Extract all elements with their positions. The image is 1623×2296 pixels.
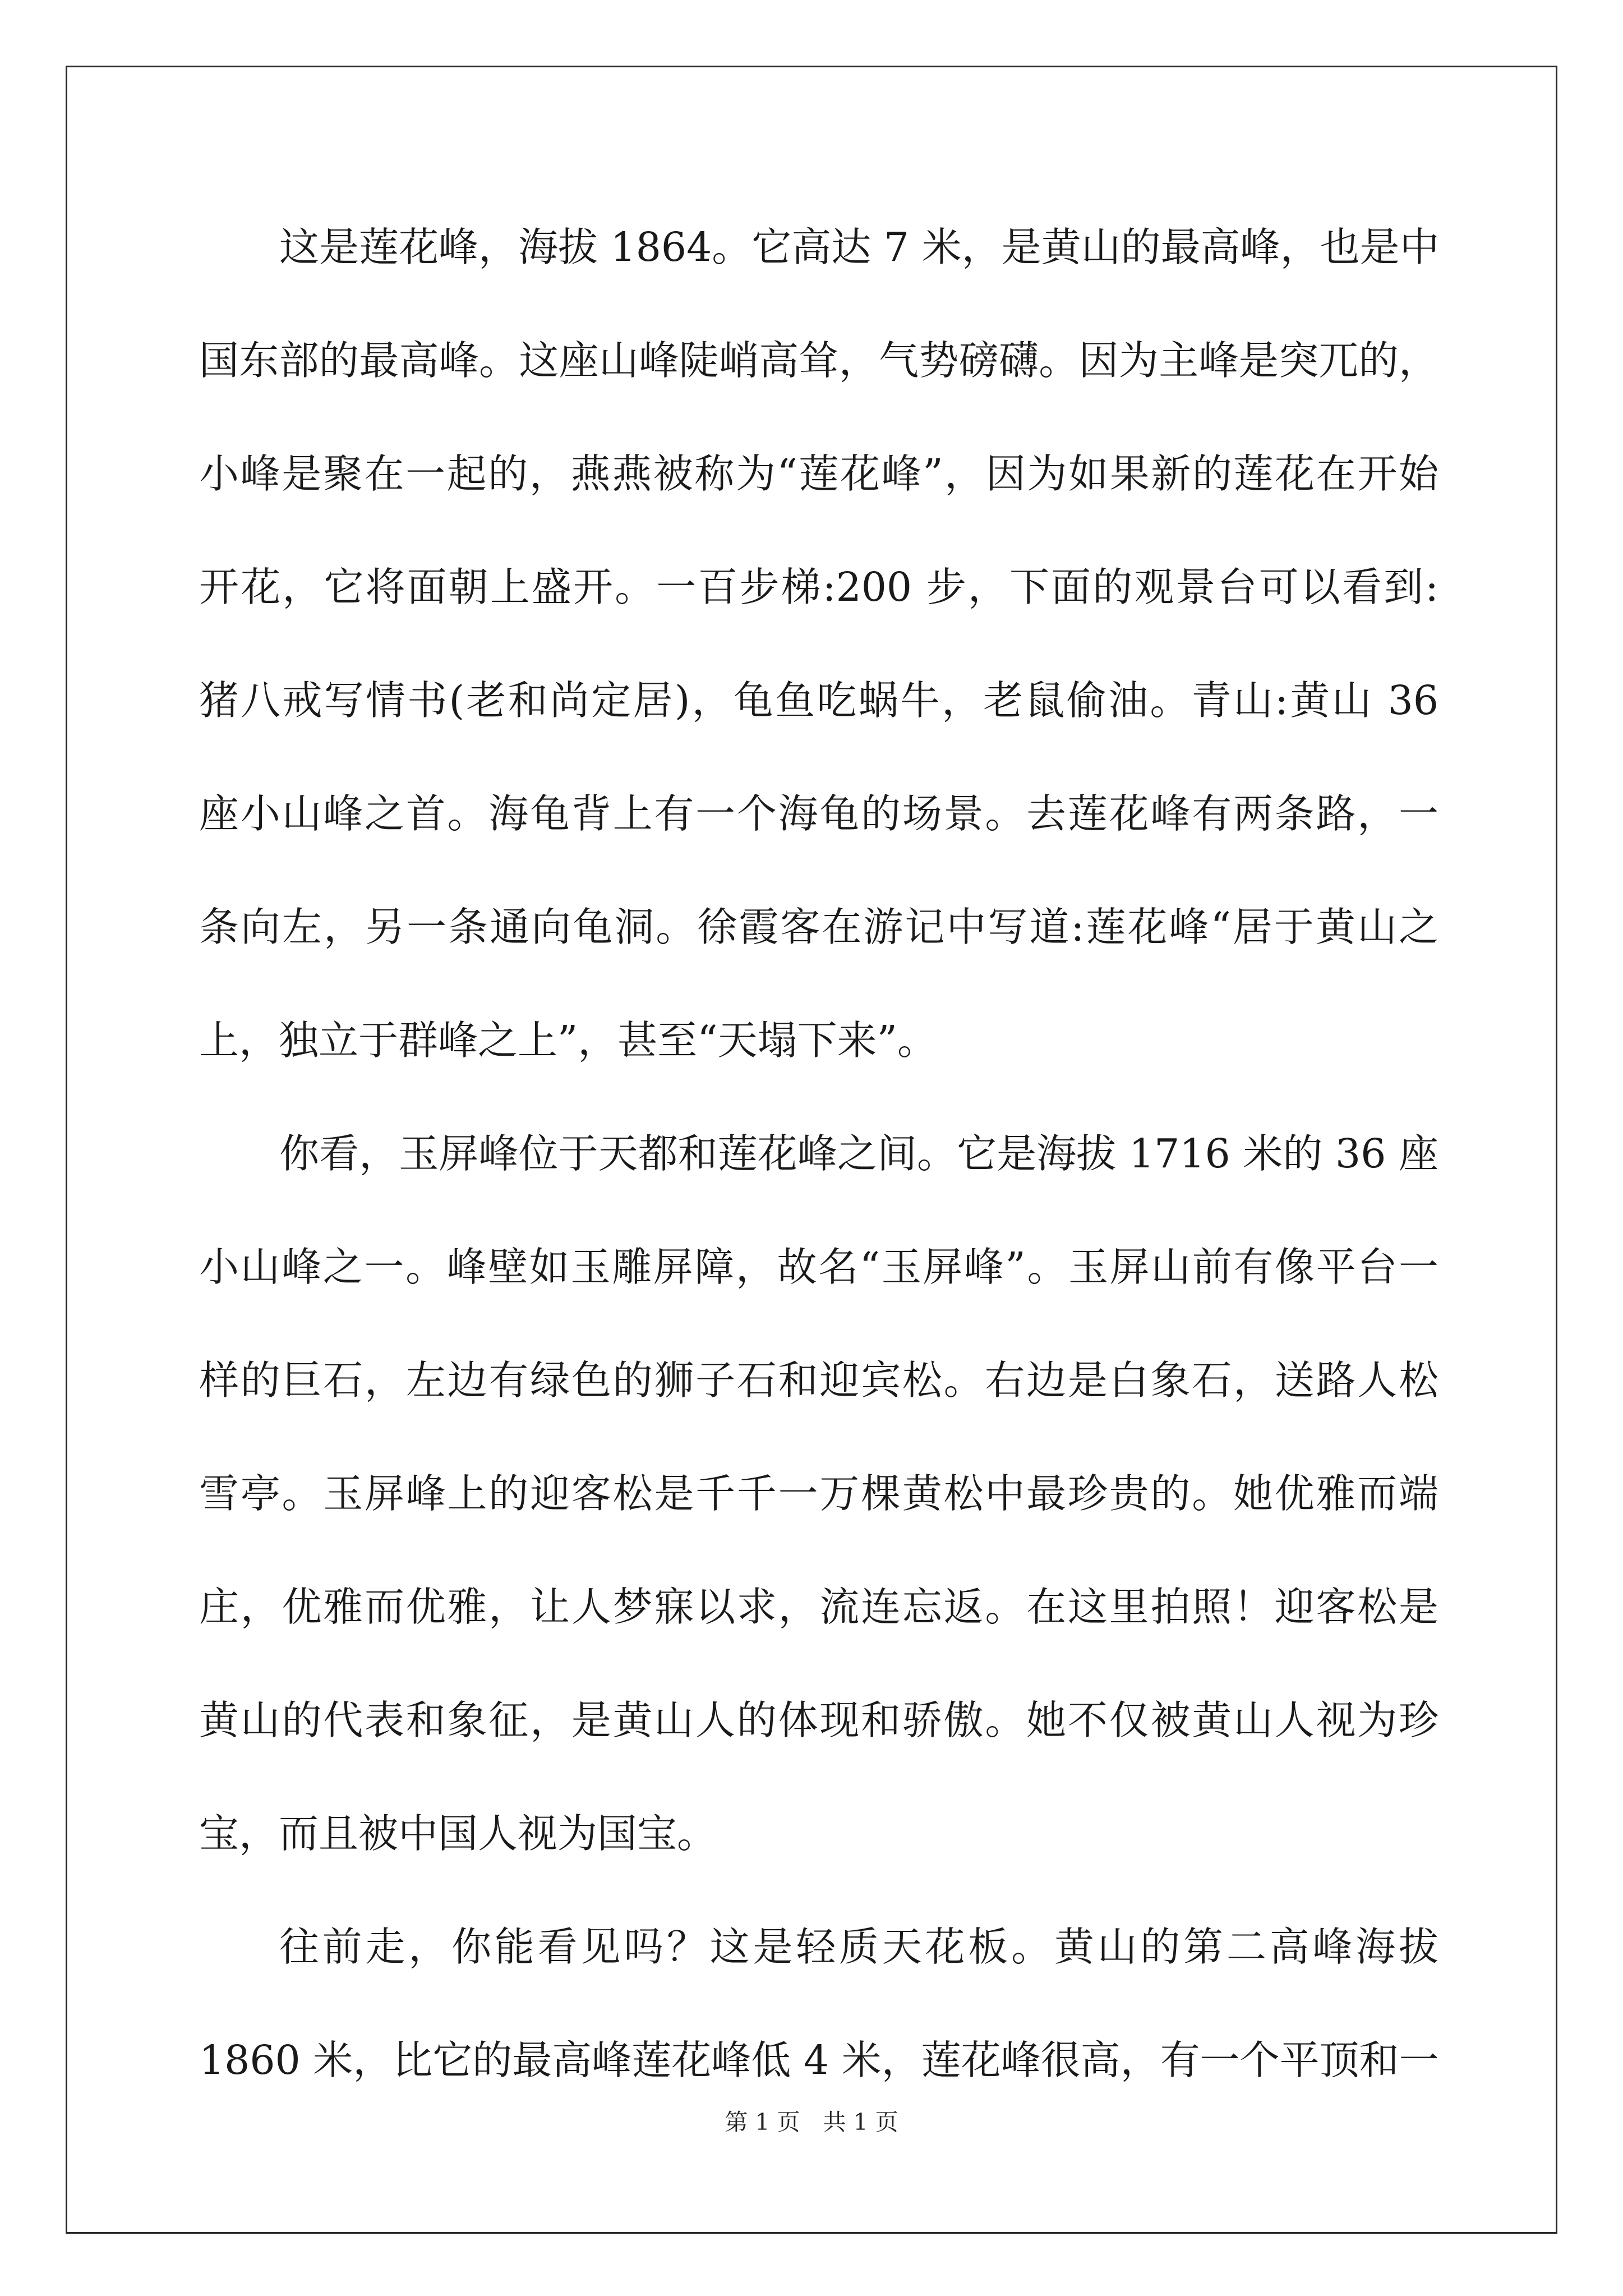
page-footer: 第 1 页 共 1 页 [725,2109,898,2136]
text-line: 条向左，另一条通向龟洞。徐霞客在游记中写道:莲花峰“居于黄山之 [199,904,1438,950]
text-line: 猪八戒写情书(老和尚定居)，龟鱼吃蜗牛，老鼠偷油。青山:黄山 36 [199,677,1438,724]
text-line: 雪亭。玉屏峰上的迎客松是千千一万棵黄松中最珍贵的。她优雅而端 [199,1470,1438,1517]
text-line: 样的巨石，左边有绿色的狮子石和迎宾松。右边是白象石，送路人松 [199,1357,1438,1404]
text-line: 国东部的最高峰。这座山峰陡峭高耸，气势磅礴。因为主峰是突兀的， [199,337,1438,384]
text-line: 小山峰之一。峰壁如玉雕屏障，故名“玉屏峰”。玉屏山前有像平台一 [199,1244,1438,1290]
text-line: 宝，而且被中国人视为国宝。 [199,1810,717,1857]
document-body [199,219,1438,2146]
text-line: 座小山峰之首。海龟背上有一个海龟的场景。去莲花峰有两条路，一 [199,790,1438,837]
text-line: 你看，玉屏峰位于天都和莲花峰之间。它是海拔 1716 米的 36 座 [279,1130,1438,1177]
text-line: 庄，优雅而优雅，让人梦寐以求，流连忘返。在这里拍照！迎客松是 [199,1584,1438,1630]
text-line: 黄山的代表和象征，是黄山人的体现和骄傲。她不仅被黄山人视为珍 [199,1697,1438,1743]
text-line: 这是莲花峰，海拔 1864。它高达 7 米，是黄山的最高峰，也是中 [279,224,1440,270]
text-line: 往前走，你能看见吗？这是轻质天花板。黄山的第二高峰海拔 [279,1924,1438,1970]
text-line: 小峰是聚在一起的，燕燕被称为“莲花峰”，因为如果新的莲花在开始 [199,450,1438,497]
text-line: 开花，它将面朝上盛开。一百步梯:200 步，下面的观景台可以看到: [199,564,1438,610]
text-line: 上，独立于群峰之上”，甚至“天塌下来”。 [199,1017,937,1064]
text-line: 1860 米，比它的最高峰莲花峰低 4 米，莲花峰很高，有一个平顶和一 [199,2037,1439,2083]
